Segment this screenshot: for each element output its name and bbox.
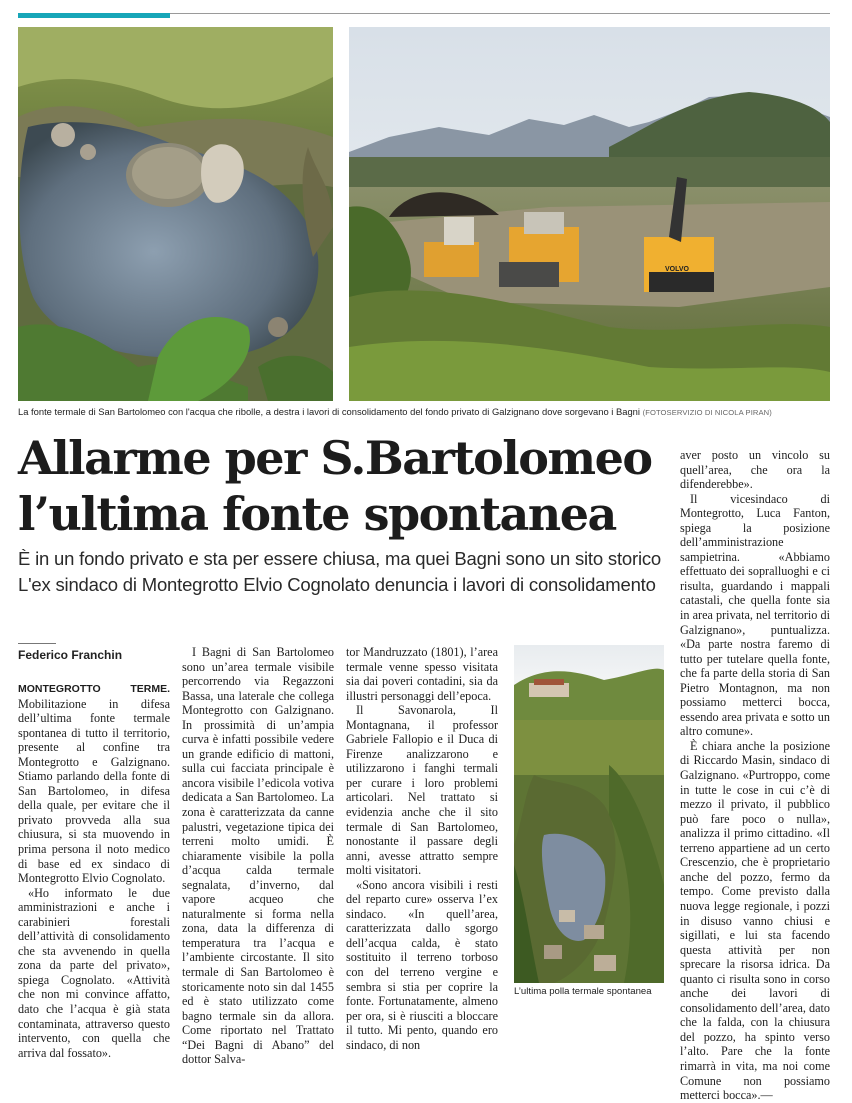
photo-caption (18, 406, 830, 419)
volvo-logo: VOLVO (665, 266, 689, 273)
caption-text: La fonte termale di San Bartolomeo con l'acqua che ribolle, a destra i lavori di consolidamento del fondo privato di Galzignano dove sorgevano i Bagni (18, 406, 640, 417)
subheadline-line1: È in un fondo privato e sta per essere chiusa, ma quei Bagni sono un sito storico (18, 548, 661, 569)
author-rule (18, 643, 56, 644)
photo-construction-works (349, 27, 830, 401)
paragraph: Il Savonarola, Il Montagnana, il professor Gabriele Fallopio e il Duca di Firenze analizzarono e utilizzarono i fanghi termali per curare i loro problemi articolari. Nel trattato si evidenzia anche che il sito termale di San Bartolomeo, nonostante il passare degli anni, avesse attratto sempre molti visitatori. (346, 703, 498, 878)
paragraph: tor Mandruzzato (1801), l’area termale venne spesso visitata sia dai poveri contadini, sia da illustri personaggi dell’epoca. (346, 645, 498, 703)
section-accent-bar (18, 13, 170, 18)
article-column-4 (680, 448, 830, 1103)
photo-thermal-spring (18, 27, 333, 401)
paragraph: «Ho informato le due amministrazioni e anche i carabinieri forestali dell’attività di consolidamento che sta avvenendo in quella zona da parte del privato», spiega Cognolato. «Attività che non mi convince affatto, dato che l’acqua è già stata contaminata, attraverso questo intervento, con quella che arriva dal fossato». (18, 885, 170, 1060)
subheadline (18, 546, 678, 598)
paragraph: MONTEGROTTO TERME. Mobilitazione in difesa dell’ultima fonte termale spontanea di tutto il territorio, presente al confine tra Montegrotto e Galzignano. Stiamo parlando della fonte di San Bartolomeo, in difesa della quale, per evitare che il privato provveda alla sua chiusura, si sta muovendo in prima persona il noto medico di base ed ex sindaco di Montegrotto Elvio Cognolato. (18, 683, 170, 886)
headline (18, 430, 678, 542)
headline-line2: l’ultima fonte spontanea (18, 487, 616, 541)
article-column-1 (18, 681, 170, 1060)
dateline: MONTEGROTTO TERME. (18, 683, 170, 695)
paragraph: Il vicesindaco di Montegrotto, Luca Fanton, spiega la posizione dell’amministrazione sampietrina. «Abbiamo effettuato dei sopralluoghi e ci risulta, guardando i mappali catastali, che quella fonte sia in area privata, nel territorio di Galzignano», puntualizza. «Da parte nostra faremo di tutto per tutelare quella fonte, che fa parte della storia di San Pietro Montagnon, ma non possiamo metterci bocca, essendo area privata e sotto un altro comune». (680, 491, 830, 739)
photo-credit: (FOTOSERVIZIO DI NICOLA PIRAN) (642, 408, 772, 417)
paragraph: È chiara anche la posizione di Riccardo Masin, sindaco di Galzignano. «Purtroppo, come in tutte le cose in cui c’è di mezzo il privato, il pubblico può fare poco o nulla», analizza il primo cittadino. «Il terreno appartiene ad un certo Crescenzio, che è proprietario anche del pozzo, fermo da tempo. Come previsto dalla nuova legge regionale, i pozzi in disuso vanno chiusi e sigillati, e lui sta facendo questa attività per non sprecare la risorsa idrica. Da quanto ci risulta sono in corso anche dei lavori di consolidamento dell’area, dato che la falda, con la chiusura del pozzo, ha spinto verso l’alto. Pare che la fonte rimarrà in vita, ma noi come Comune non possiamo metterci bocca».— (680, 738, 830, 1103)
paragraph: aver posto un vincolo su quell’area, che ora la difenderebbe». (680, 448, 830, 492)
photo-last-spring (514, 645, 664, 983)
subheadline-line2: L'ex sindaco di Montegrotto Elvio Cognolato denuncia i lavori di consolidamento (18, 574, 656, 595)
paragraph: «Sono ancora visibili i resti del reparto cure» osserva l’ex sindaco. «In quell’area, caratterizzata dallo sgorgo dell’acqua calda, è stato sostituito il terreno torboso con del terreno vergine e sembra si stia per coprire la fonte. Fortunatamente, almeno per ora, si è riusciti a bloccare il tutto. Mi pento, quando ero sindaco, di non (346, 877, 498, 1052)
paragraph: I Bagni di San Bartolomeo sono un’area termale visibile percorrendo via Regazzoni Bassa, una laterale che collega Montegrotto con Galzignano. In prossimità di un’ampia curva è infatti possibile vedere un grande edificio di mattoni, sulla cui facciata principale è ancora visibile l’edicola votiva dedicata a San Bartolomeo. La zona è caratterizzata da canne palustri, vegetazione tipica dei terreni molto umidi. È chiaramente visibile la polla d’acqua calda termale segnalata, d’inverno, dal vapore acqueo che naturalmente si forma nella zona, data la differenza di temperatura tra l’acqua e l’ambiente circostante. Il sito termale di San Bartolomeo è storicamente noto sin dal 1455 ed è stato utilizzato come bagno termale sin da allora. Come riportato nel Trattato “Dei Bagni di Abano” del dottor Salva- (182, 645, 334, 1067)
author-byline: Federico Franchin (18, 648, 123, 662)
article-column-3 (346, 645, 498, 1052)
headline-line1: Allarme per S.Bartolomeo (18, 431, 652, 485)
photo-last-spring-caption: L’ultima polla termale spontanea (514, 986, 652, 997)
article-column-2 (182, 645, 334, 1067)
